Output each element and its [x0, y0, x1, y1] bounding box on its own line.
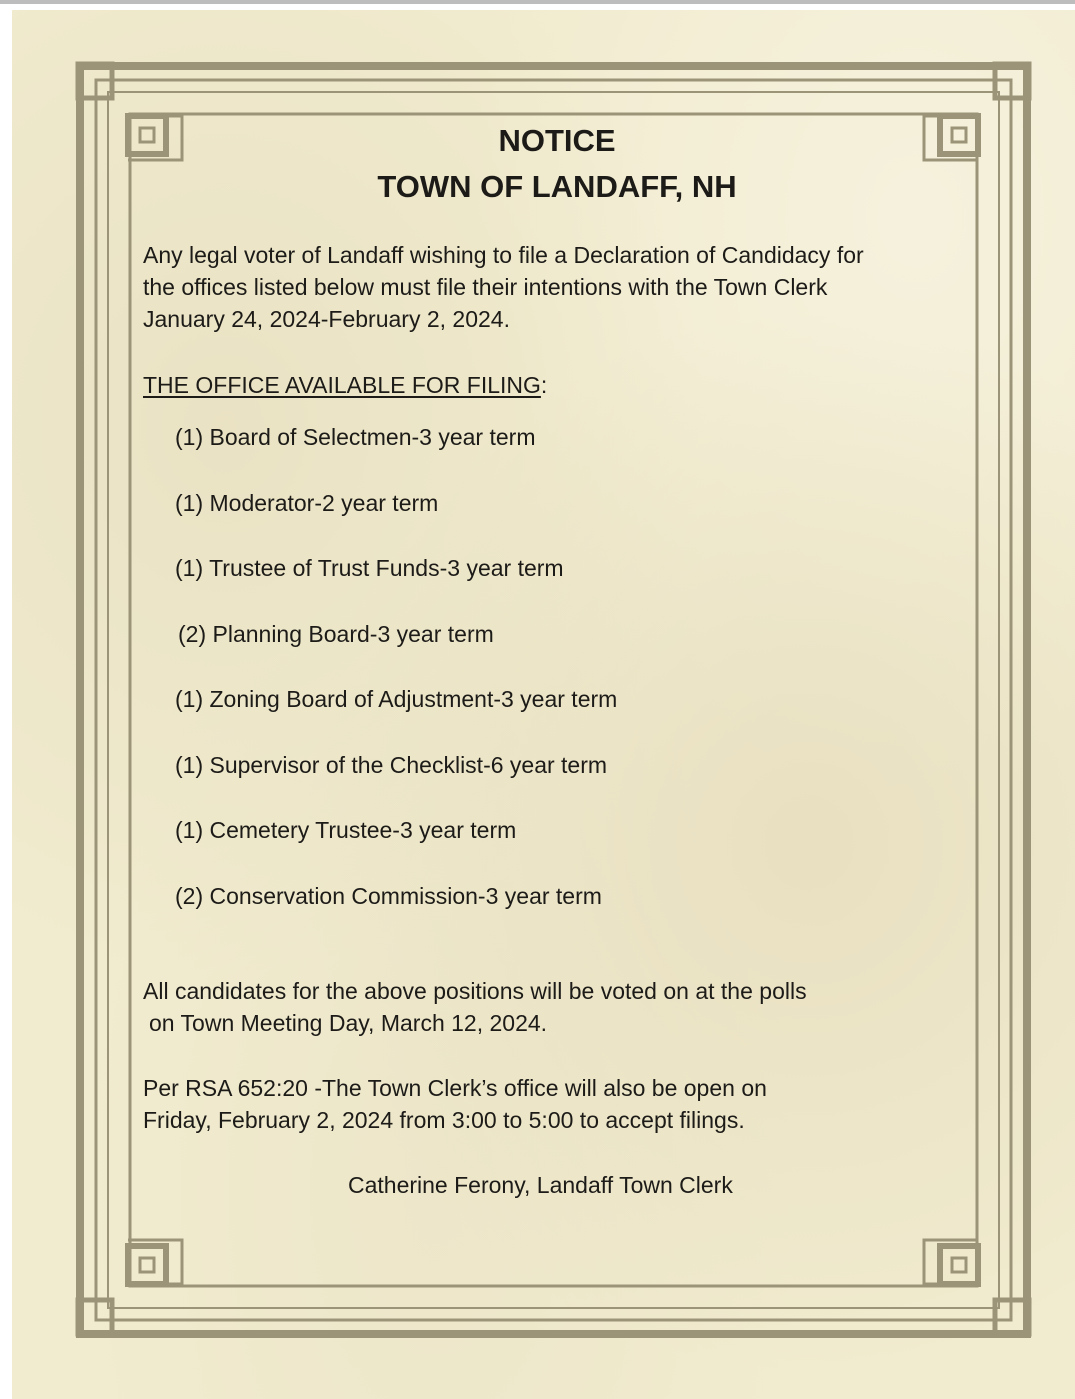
rsa-paragraph [143, 1072, 933, 1136]
office-item: (1) Cemetery Trustee-3 year term [175, 817, 517, 843]
title-notice: NOTICE [498, 123, 616, 158]
office-heading-colon: : [540, 372, 548, 398]
office-item: (1) Board of Selectmen-3 year term [175, 424, 536, 450]
office-list [143, 421, 933, 945]
office-item: (1) Zoning Board of Adjustment-3 year term [175, 686, 618, 712]
rsa-line: Friday, February 2, 2024 from 3:00 to 5:00 to accept filings. [143, 1107, 745, 1133]
intro-line: January 24, 2024-February 2, 2024. [143, 306, 510, 332]
office-item: (1) Moderator-2 year term [175, 489, 439, 516]
rsa-line: Per RSA 652:20 -The Town Clerk’s office will also be open on [143, 1075, 767, 1101]
signature-line: Catherine Ferony, Landaff Town Clerk [348, 1172, 733, 1198]
title-town: TOWN OF LANDAFF, NH [377, 169, 737, 204]
office-item: (1) Trustee of Trust Funds-3 year term [175, 555, 564, 581]
closing-paragraph [143, 975, 933, 1039]
office-item: (2) Planning Board-3 year term [178, 620, 494, 647]
office-item: (2) Conservation Commission-3 year term [175, 882, 602, 909]
notice-body [143, 118, 933, 1201]
office-item: (1) Supervisor of the Checklist-6 year term [175, 751, 608, 778]
office-heading-text: THE OFFICE AVAILABLE FOR FILING [143, 372, 541, 398]
intro-paragraph [143, 239, 933, 335]
intro-line: the offices listed below must file their intentions with the Town Clerk [143, 274, 828, 300]
closing-line: on Town Meeting Day, March 12, 2024. [149, 1010, 548, 1036]
closing-line: All candidates for the above positions will be voted on at the polls [143, 978, 807, 1004]
notice-title [181, 118, 933, 210]
intro-line: Any legal voter of Landaff wishing to file a Declaration of Candidacy for [143, 242, 864, 268]
office-heading [143, 369, 933, 401]
